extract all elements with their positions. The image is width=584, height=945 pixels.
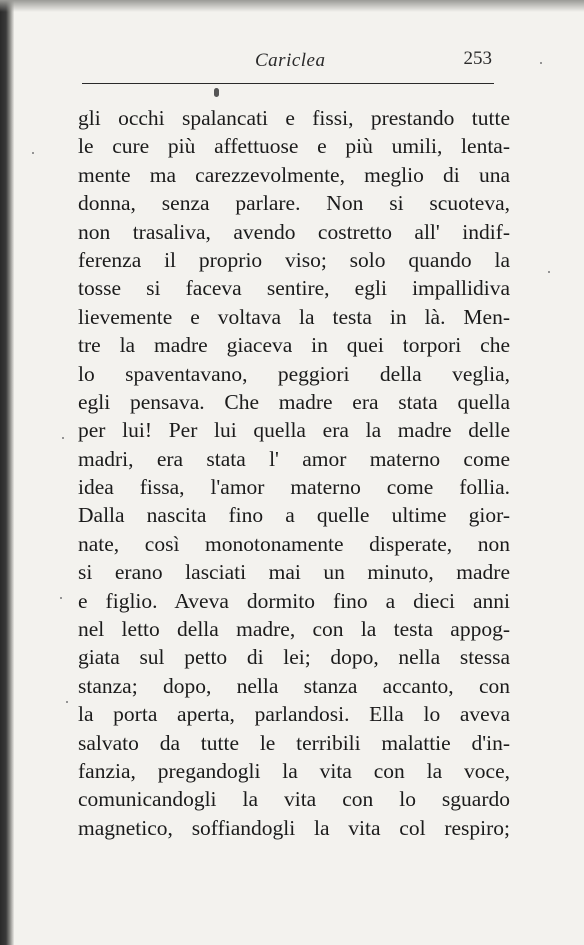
- text-line: madri, era stata l' amor materno come: [78, 446, 510, 471]
- text-line: magnetico, soffiandogli la vita col respiro;: [78, 815, 510, 840]
- text-line: nel letto della madre, con la testa appog-: [78, 617, 510, 642]
- running-title: Cariclea: [255, 50, 326, 71]
- paper-speck: [60, 597, 62, 599]
- text-line: fanzia, pregandogli la vita con la voce,: [78, 758, 510, 783]
- text-line: nate, così monotonamente disperate, non: [78, 531, 510, 556]
- header-rule: [82, 83, 494, 84]
- page-top-shadow: [0, 0, 584, 12]
- paper-speck: [66, 701, 68, 703]
- text-line: giata sul petto di lei; dopo, nella stessa: [78, 645, 510, 670]
- text-line: donna, senza parlare. Non si scuoteva,: [78, 191, 510, 216]
- page-number: 253: [463, 48, 492, 69]
- text-line: le cure più affettuose e più umili, lenta-: [78, 134, 510, 159]
- text-line: Dalla nascita fino a quelle ultime gior-: [78, 503, 510, 528]
- paper-speck: [62, 437, 64, 439]
- text-line: gli occhi spalancati e fissi, prestando tutte: [78, 106, 510, 130]
- body-text: [78, 104, 510, 842]
- text-line: tosse si faceva sentire, egli impallidiva: [78, 276, 510, 301]
- text-line: tre la madre giaceva in quei torpori che: [78, 333, 510, 358]
- text-line: per lui! Per lui quella era la madre delle: [78, 418, 510, 443]
- text-line: lo spaventavano, peggiori della veglia,: [78, 361, 510, 386]
- text-line: e figlio. Aveva dormito fino a dieci anni: [78, 588, 510, 613]
- text-line: mente ma carezzevolmente, meglio di una: [78, 162, 510, 187]
- paper-speck: [548, 271, 550, 273]
- text-line: non trasaliva, avendo costretto all' indif-: [78, 219, 510, 244]
- ink-speck-ornament: [214, 88, 219, 97]
- running-head: [82, 50, 498, 78]
- book-spine-shadow: [0, 0, 14, 945]
- text-line: salvato da tutte le terribili malattie d'in-: [78, 730, 510, 755]
- paper-speck: [540, 62, 542, 64]
- text-line: ferenza il proprio viso; solo quando la: [78, 247, 510, 272]
- text-line: egli pensava. Che madre era stata quella: [78, 389, 510, 414]
- paper-speck: [32, 152, 34, 154]
- text-line: la porta aperta, parlandosi. Ella lo aveva: [78, 702, 510, 727]
- text-line: stanza; dopo, nella stanza accanto, con: [78, 673, 510, 698]
- text-line: comunicandogli la vita con lo sguardo: [78, 787, 510, 812]
- text-line: si erano lasciati mai un minuto, madre: [78, 560, 510, 585]
- text-line: idea fissa, l'amor materno come follia.: [78, 475, 510, 500]
- text-line: lievemente e voltava la testa in là. Men-: [78, 304, 510, 329]
